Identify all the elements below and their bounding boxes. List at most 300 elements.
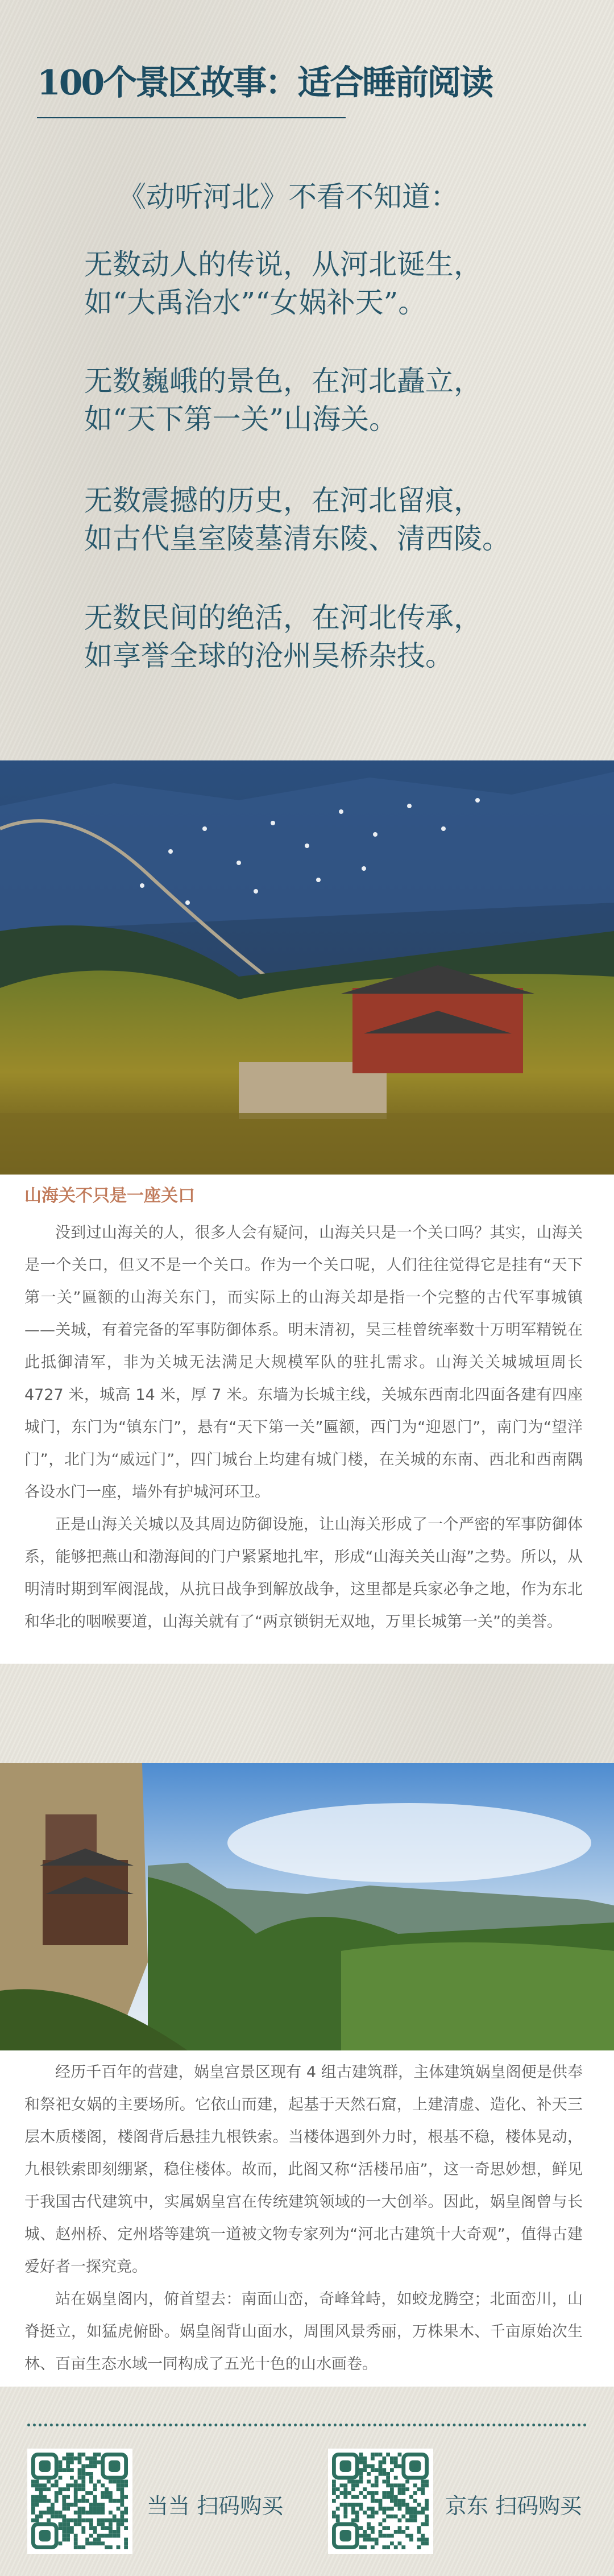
qr-module	[89, 2457, 93, 2461]
qr-module	[386, 2545, 390, 2549]
qr-module	[89, 2507, 93, 2511]
qr-module	[74, 2522, 78, 2526]
qr-module	[375, 2538, 379, 2542]
qr-module	[379, 2534, 383, 2538]
qr-module	[375, 2480, 379, 2484]
qr-module	[355, 2511, 359, 2515]
qr-module	[425, 2483, 429, 2487]
qr-module	[85, 2541, 89, 2545]
qr-module	[117, 2487, 121, 2491]
qr-module	[390, 2507, 394, 2511]
qr-module	[386, 2472, 390, 2476]
qr-finder-pattern	[334, 2454, 357, 2478]
qr-module	[405, 2507, 409, 2511]
qr-module	[109, 2480, 113, 2484]
qr-module	[343, 2515, 347, 2519]
qr-module	[93, 2453, 97, 2457]
qr-module	[371, 2507, 375, 2511]
qr-module	[120, 2499, 124, 2503]
qr-module	[89, 2503, 93, 2507]
qr-module	[47, 2511, 51, 2515]
qr-module	[109, 2526, 113, 2530]
qr-module	[394, 2464, 398, 2468]
qr-module	[363, 2487, 367, 2491]
qr-module	[89, 2519, 93, 2523]
qr-module	[89, 2480, 93, 2484]
qr-module	[113, 2530, 117, 2534]
qr-module	[109, 2491, 113, 2495]
qr-module	[113, 2480, 117, 2484]
qr-module	[47, 2499, 51, 2503]
qr-module	[74, 2545, 78, 2549]
qr-module	[347, 2480, 351, 2484]
qr-module	[355, 2483, 359, 2487]
qr-module	[340, 2491, 344, 2495]
intro-paragraph-4	[84, 599, 482, 675]
qr-module	[343, 2487, 347, 2491]
qr-module	[117, 2530, 121, 2534]
qr-module	[93, 2507, 97, 2511]
qr-module	[398, 2453, 402, 2457]
qr-module	[81, 2499, 85, 2503]
qr-module	[105, 2519, 109, 2523]
page-title: 100个景区故事：适合睡前阅读	[37, 63, 492, 103]
qr-module	[394, 2545, 398, 2549]
qr-module	[394, 2476, 398, 2480]
qr-module	[401, 2483, 405, 2487]
qr-module	[66, 2522, 70, 2526]
qr-module	[363, 2511, 367, 2515]
qr-module	[66, 2530, 70, 2534]
qr-module	[101, 2507, 105, 2511]
qr-module	[394, 2495, 398, 2499]
qr-module	[66, 2457, 70, 2461]
qr-module	[363, 2464, 367, 2468]
qr-module	[367, 2464, 371, 2468]
qr-module	[89, 2522, 93, 2526]
qr-module	[382, 2545, 386, 2549]
qr-module	[105, 2495, 109, 2499]
qr-module	[55, 2499, 59, 2503]
qr-module	[78, 2519, 82, 2523]
qr-module	[332, 2499, 336, 2503]
qr-module	[120, 2483, 124, 2487]
qr-module	[85, 2491, 89, 2495]
qr-module	[405, 2534, 409, 2538]
qr-module	[109, 2511, 113, 2515]
qr-module	[81, 2480, 85, 2484]
qr-module	[81, 2483, 85, 2487]
qr-module	[74, 2511, 78, 2515]
qr-module	[117, 2507, 121, 2511]
qr-module	[351, 2507, 355, 2511]
qr-module	[59, 2522, 63, 2526]
qr-module	[398, 2499, 402, 2503]
qr-module	[405, 2511, 409, 2515]
qr-module	[74, 2487, 78, 2491]
qr-module	[359, 2480, 363, 2484]
qr-module	[70, 2519, 74, 2523]
qr-module	[117, 2480, 121, 2484]
article-body	[24, 1217, 583, 1638]
qr-module	[109, 2499, 113, 2503]
qr-module	[35, 2499, 39, 2503]
qr-module	[371, 2545, 375, 2549]
intro-paragraph-1	[84, 246, 482, 322]
qr-module	[382, 2461, 386, 2465]
qr-module	[359, 2476, 363, 2480]
qr-module	[74, 2483, 78, 2487]
qr-module	[81, 2468, 85, 2472]
qr-module	[343, 2507, 347, 2511]
qr-module	[382, 2468, 386, 2472]
qr-module	[363, 2534, 367, 2538]
qr-module	[359, 2534, 363, 2538]
qr-module	[59, 2487, 63, 2491]
qr-module	[101, 2503, 105, 2507]
qr-module	[124, 2507, 128, 2511]
qr-module	[417, 2538, 421, 2542]
qr-module	[93, 2495, 97, 2499]
qr-module	[43, 2499, 47, 2503]
qr-module	[51, 2503, 55, 2507]
qr-module	[93, 2538, 97, 2542]
qr-module	[101, 2526, 105, 2530]
qr-module	[382, 2507, 386, 2511]
qr-module	[124, 2483, 128, 2487]
qr-module	[386, 2515, 390, 2519]
qr-module	[55, 2515, 59, 2519]
qr-module	[398, 2519, 402, 2523]
qr-module	[371, 2530, 375, 2534]
qr-module	[375, 2476, 379, 2480]
qr-module	[89, 2476, 93, 2480]
qr-module	[35, 2487, 39, 2491]
qr-module	[390, 2487, 394, 2491]
article-paragraph: 站在娲皇阁内，俯首望去：南面山峦，奇峰耸峙，如蛟龙腾空；北面峦川，山脊挺立，如猛虎俯卧。娲皇阁背山面水，周围风景秀丽，万株果木、千亩原始次生林、百亩生态水域一同构成了五光十色的山水画卷。	[24, 2290, 583, 2373]
qr-module	[85, 2457, 89, 2461]
article-paragraph: 没到过山海关的人，很多人会有疑问，山海关只是一个关口吗？其实，山海关是一个关口，但又不是一个关口。作为一个关口呢，人们往往觉得它是挂有“天下第一关”匾额的山海关东门，而实际上的山海关却是指一个完整的古代军事城镇——关城，有着完备的军事防御体系。明末清初，吴三桂曾统率数十万明军精锐在此抵御清军，非为关城无法满足大规模军队的驻扎需求。山海关关城城垣周长 4727 米，城高 14 米，厚 7 米。东墙为长城主线，关城东西南北四面各建有四座城门，东门为“镇东门”，悬有“天下第一关”匾额，西门为“迎恩门”，南门为“望洋门”，北门为“威远门”，四门城台上均建有城门楼，在关城的东南、西北和西南隅各设水门一座，墙外有护城河环卫。	[24, 1224, 583, 1501]
qr-module	[367, 2491, 371, 2495]
qr-module	[421, 2491, 425, 2495]
qr-module	[409, 2511, 413, 2515]
qr-module	[421, 2538, 425, 2542]
qr-module	[101, 2519, 105, 2523]
qr-module	[359, 2461, 363, 2465]
qr-module	[379, 2464, 383, 2468]
qr-module	[97, 2519, 101, 2523]
qr-module	[343, 2491, 347, 2495]
qr-module	[363, 2468, 367, 2472]
qr-module	[355, 2519, 359, 2523]
qr-module	[78, 2468, 82, 2472]
qr-module	[85, 2519, 89, 2523]
qr-module	[70, 2503, 74, 2507]
qr-module	[117, 2545, 121, 2549]
qr-module	[382, 2457, 386, 2461]
qr-module	[351, 2519, 355, 2523]
qr-module	[347, 2491, 351, 2495]
qr-module	[93, 2511, 97, 2515]
qr-module	[124, 2495, 128, 2499]
qr-module	[120, 2487, 124, 2491]
qr-module	[31, 2503, 35, 2507]
qr-module	[363, 2495, 367, 2499]
qr-module	[97, 2534, 101, 2538]
qr-module	[124, 2526, 128, 2530]
qr-module	[62, 2515, 66, 2519]
wahuanggong-photo	[0, 1763, 614, 2050]
qr-module	[336, 2515, 340, 2519]
qr-module	[93, 2464, 97, 2468]
qr-module	[62, 2457, 66, 2461]
qr-module	[113, 2499, 117, 2503]
qr-module	[117, 2483, 121, 2487]
qr-module	[386, 2491, 390, 2495]
qr-module	[124, 2541, 128, 2545]
qr-module	[89, 2464, 93, 2468]
qr-module	[47, 2480, 51, 2484]
qr-module	[379, 2499, 383, 2503]
qr-module	[43, 2495, 47, 2499]
qr-module	[81, 2507, 85, 2511]
qr-module	[371, 2491, 375, 2495]
qr-module	[109, 2534, 113, 2538]
qr-module	[62, 2530, 66, 2534]
qr-module	[81, 2530, 85, 2534]
qr-module	[336, 2519, 340, 2523]
qr-module	[89, 2472, 93, 2476]
qr-module	[117, 2534, 121, 2538]
qr-module	[35, 2515, 39, 2519]
qr-module	[59, 2526, 63, 2530]
qr-module	[120, 2480, 124, 2484]
qr-module	[62, 2534, 66, 2538]
qr-module	[85, 2472, 89, 2476]
qr-module	[417, 2530, 421, 2534]
qr-module	[386, 2507, 390, 2511]
qr-module	[425, 2503, 429, 2507]
qr-module	[421, 2507, 425, 2511]
qr-module	[55, 2483, 59, 2487]
qr-module	[66, 2464, 70, 2468]
qr-module	[405, 2487, 409, 2491]
qr-module	[89, 2534, 93, 2538]
qr-module	[70, 2457, 74, 2461]
qr-module	[66, 2495, 70, 2499]
qr-module	[66, 2468, 70, 2472]
qr-module	[398, 2530, 402, 2534]
qr-module	[421, 2541, 425, 2545]
qr-module	[113, 2534, 117, 2538]
intro-line: 如享誉全球的沧州吴桥杂技。	[84, 639, 454, 672]
qr-module	[109, 2495, 113, 2499]
qr-module	[390, 2483, 394, 2487]
qr-module	[89, 2491, 93, 2495]
qr-module	[394, 2483, 398, 2487]
qr-module	[66, 2526, 70, 2530]
qr-finder-pattern	[404, 2454, 427, 2478]
qr-module	[47, 2507, 51, 2511]
qr-module	[78, 2545, 82, 2549]
shanhaiguan-article	[0, 1175, 614, 1664]
qr-module	[124, 2519, 128, 2523]
qr-module	[39, 2511, 43, 2515]
shanhaiguan-photo	[0, 760, 614, 1175]
qr-module	[425, 2480, 429, 2484]
qr-module	[413, 2499, 417, 2503]
qr-module	[70, 2476, 74, 2480]
qr-module	[105, 2545, 109, 2549]
qr-module	[78, 2487, 82, 2491]
qr-module	[78, 2483, 82, 2487]
qr-module	[31, 2495, 35, 2499]
qr-module	[31, 2480, 35, 2484]
qr-module	[66, 2534, 70, 2538]
qr-module	[62, 2522, 66, 2526]
qr-module	[417, 2503, 421, 2507]
qr-module	[359, 2545, 363, 2549]
qr-module	[359, 2468, 363, 2472]
qr-finder-pattern	[103, 2454, 126, 2478]
qr-module	[371, 2483, 375, 2487]
qr-module	[398, 2483, 402, 2487]
qr-module	[97, 2507, 101, 2511]
qr-module	[55, 2511, 59, 2515]
qr-module	[382, 2480, 386, 2484]
qr-module	[340, 2503, 344, 2507]
qr-module	[85, 2464, 89, 2468]
qr-module	[401, 2503, 405, 2507]
qr-module	[105, 2534, 109, 2538]
qr-module	[43, 2487, 47, 2491]
qr-module	[390, 2461, 394, 2465]
qr-module	[371, 2453, 375, 2457]
qr-module	[367, 2515, 371, 2519]
qr-module	[379, 2468, 383, 2472]
qr-module	[117, 2526, 121, 2530]
qr-module	[425, 2522, 429, 2526]
qr-module	[97, 2461, 101, 2465]
qr-module	[386, 2483, 390, 2487]
article-title: 山海关不只是一座关口	[24, 1186, 195, 1206]
qr-module	[343, 2503, 347, 2507]
qr-module	[59, 2476, 63, 2480]
qr-module	[120, 2519, 124, 2523]
qr-module	[401, 2545, 405, 2549]
qr-module	[355, 2495, 359, 2499]
qr-module	[66, 2461, 70, 2465]
qr-module	[81, 2453, 85, 2457]
qr-module	[97, 2453, 101, 2457]
qr-module	[359, 2503, 363, 2507]
qr-module	[382, 2491, 386, 2495]
qr-module	[78, 2522, 82, 2526]
qr-module	[351, 2483, 355, 2487]
qr-module	[371, 2511, 375, 2515]
jd-qr-code[interactable]	[328, 2449, 433, 2554]
qr-module	[382, 2511, 386, 2515]
qr-module	[405, 2519, 409, 2523]
qr-module	[31, 2499, 35, 2503]
qr-module	[70, 2483, 74, 2487]
qr-module	[89, 2461, 93, 2465]
qr-module	[409, 2519, 413, 2523]
intro-heading: 《动听河北》不看不知道：	[118, 180, 459, 213]
qr-module	[85, 2538, 89, 2542]
qr-module	[93, 2503, 97, 2507]
qr-module	[43, 2483, 47, 2487]
qr-module	[47, 2519, 51, 2523]
qr-module	[425, 2519, 429, 2523]
qr-module	[101, 2483, 105, 2487]
intro-line: 无数民间的绝活，在河北传承，	[84, 601, 482, 634]
qr-module	[398, 2491, 402, 2495]
qr-module	[39, 2483, 43, 2487]
qr-module	[93, 2526, 97, 2530]
qr-finder-pattern	[33, 2454, 56, 2478]
qr-module	[405, 2526, 409, 2530]
qr-module	[39, 2487, 43, 2491]
qr-module	[35, 2495, 39, 2499]
qr-module	[390, 2457, 394, 2461]
qr-module	[120, 2491, 124, 2495]
qr-module	[81, 2464, 85, 2468]
qr-module	[390, 2541, 394, 2545]
qr-module	[390, 2495, 394, 2499]
qr-module	[70, 2461, 74, 2465]
dotted-divider	[27, 2424, 587, 2426]
qr-module	[375, 2511, 379, 2515]
qr-module	[379, 2530, 383, 2534]
intro-line: 如“天下第一关”山海关。	[84, 403, 398, 436]
qr-module	[93, 2483, 97, 2487]
qr-module	[74, 2538, 78, 2542]
qr-module	[55, 2491, 59, 2495]
qr-module	[35, 2503, 39, 2507]
qr-module	[390, 2491, 394, 2495]
qr-module	[105, 2487, 109, 2491]
qr-module	[367, 2534, 371, 2538]
qr-module	[101, 2511, 105, 2515]
qr-module	[85, 2511, 89, 2515]
qr-module	[74, 2499, 78, 2503]
qr-module	[66, 2538, 70, 2542]
qr-module	[55, 2480, 59, 2484]
qr-module	[78, 2507, 82, 2511]
qr-module	[78, 2476, 82, 2480]
qr-module	[120, 2515, 124, 2519]
qr-module	[382, 2519, 386, 2523]
qr-module	[105, 2526, 109, 2530]
qr-module	[379, 2503, 383, 2507]
qr-module	[74, 2480, 78, 2484]
qr-module	[59, 2541, 63, 2545]
qr-module	[101, 2522, 105, 2526]
qr-module	[81, 2511, 85, 2515]
dangdang-qr-code[interactable]	[27, 2449, 132, 2554]
qr-module	[421, 2483, 425, 2487]
qr-module	[81, 2472, 85, 2476]
qr-module	[31, 2511, 35, 2515]
qr-module	[371, 2526, 375, 2530]
qr-module	[97, 2541, 101, 2545]
article-paragraph: 正是山海关关城以及其周边防御设施，让山海关形成了一个严密的军事防御体系，能够把燕山和渤海间的门户紧紧地扎牢，形成“山海关关山海”之势。所以，从明清时期到军阀混战，从抗日战争到解放战争，这里都是兵家必争之地，作为东北和华北的咽喉要道，山海关就有了“两京锁钥无双地，万里长城第一关”的美誉。	[24, 1516, 583, 1631]
qr-module	[78, 2511, 82, 2515]
qr-module	[101, 2495, 105, 2499]
qr-module	[382, 2526, 386, 2530]
qr-module	[425, 2538, 429, 2542]
